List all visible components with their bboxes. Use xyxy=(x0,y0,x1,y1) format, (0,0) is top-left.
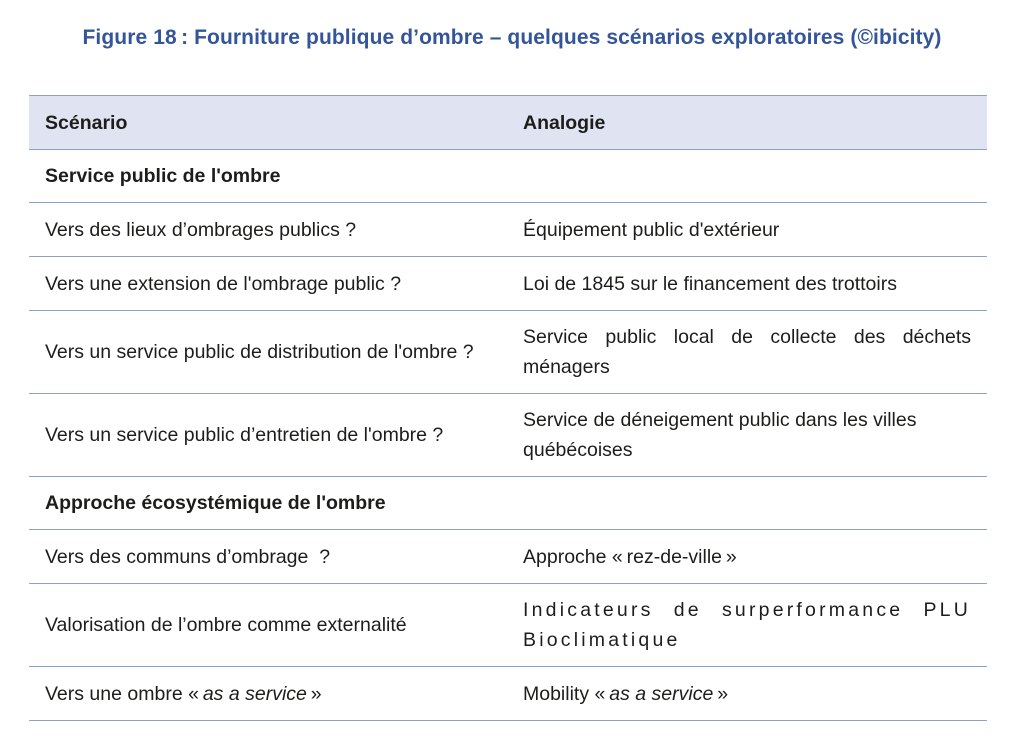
table-header-row xyxy=(29,96,987,150)
scenario-cell: Vers un service public d’entretien de l'ombre ? xyxy=(29,394,507,477)
scenario-cell: Vers une extension de l'ombrage public ? xyxy=(29,257,507,311)
analogie-prefix: Mobility « xyxy=(523,682,610,705)
table-row xyxy=(29,257,987,311)
section-title: Service public de l'ombre xyxy=(29,150,987,203)
table-row xyxy=(29,203,987,257)
section-row xyxy=(29,477,987,530)
analogie-emphasis: as a service xyxy=(609,682,714,705)
header-scenario: Scénario xyxy=(29,96,507,150)
scenario-cell xyxy=(29,667,507,721)
analogie-cell: Service public local de collecte des déchets ménagers xyxy=(507,311,987,394)
section-title: Approche écosystémique de l'ombre xyxy=(29,477,987,530)
scenario-cell: Vers des lieux d’ombrages publics ? xyxy=(29,203,507,257)
scenario-cell: Vers un service public de distribution de l'ombre ? xyxy=(29,311,507,394)
analogie-cell: Loi de 1845 sur le financement des trottoirs xyxy=(507,257,987,311)
table-row xyxy=(29,311,987,394)
scenario-prefix: Vers une ombre « xyxy=(45,682,203,705)
analogie-cell: Approche « rez-de-ville » xyxy=(507,530,987,584)
analogie-cell xyxy=(507,667,987,721)
scenario-emphasis: as a service xyxy=(202,682,307,705)
section-row xyxy=(29,150,987,203)
figure-caption: Figure 18 : Fourniture publique d’ombre – quelques scénarios exploratoires (©ibicity) xyxy=(82,26,942,49)
analogie-cell: Service de déneigement public dans les villes québécoises xyxy=(507,394,987,477)
header-analogie: Analogie xyxy=(507,96,987,150)
scenario-cell: Valorisation de l’ombre comme externalité xyxy=(29,584,507,667)
table-row xyxy=(29,667,987,721)
table-row xyxy=(29,394,987,477)
analogie-cell: Équipement public d'extérieur xyxy=(507,203,987,257)
analogie-cell: Indicateurs de surperformance PLU Bioclimatique xyxy=(507,584,987,667)
scenario-cell: Vers des communs d’ombrage ? xyxy=(29,530,507,584)
table-row xyxy=(29,530,987,584)
scenario-suffix: » xyxy=(306,682,322,705)
analogie-suffix: » xyxy=(713,682,729,705)
table-row xyxy=(29,584,987,667)
scenarios-table xyxy=(29,95,987,721)
